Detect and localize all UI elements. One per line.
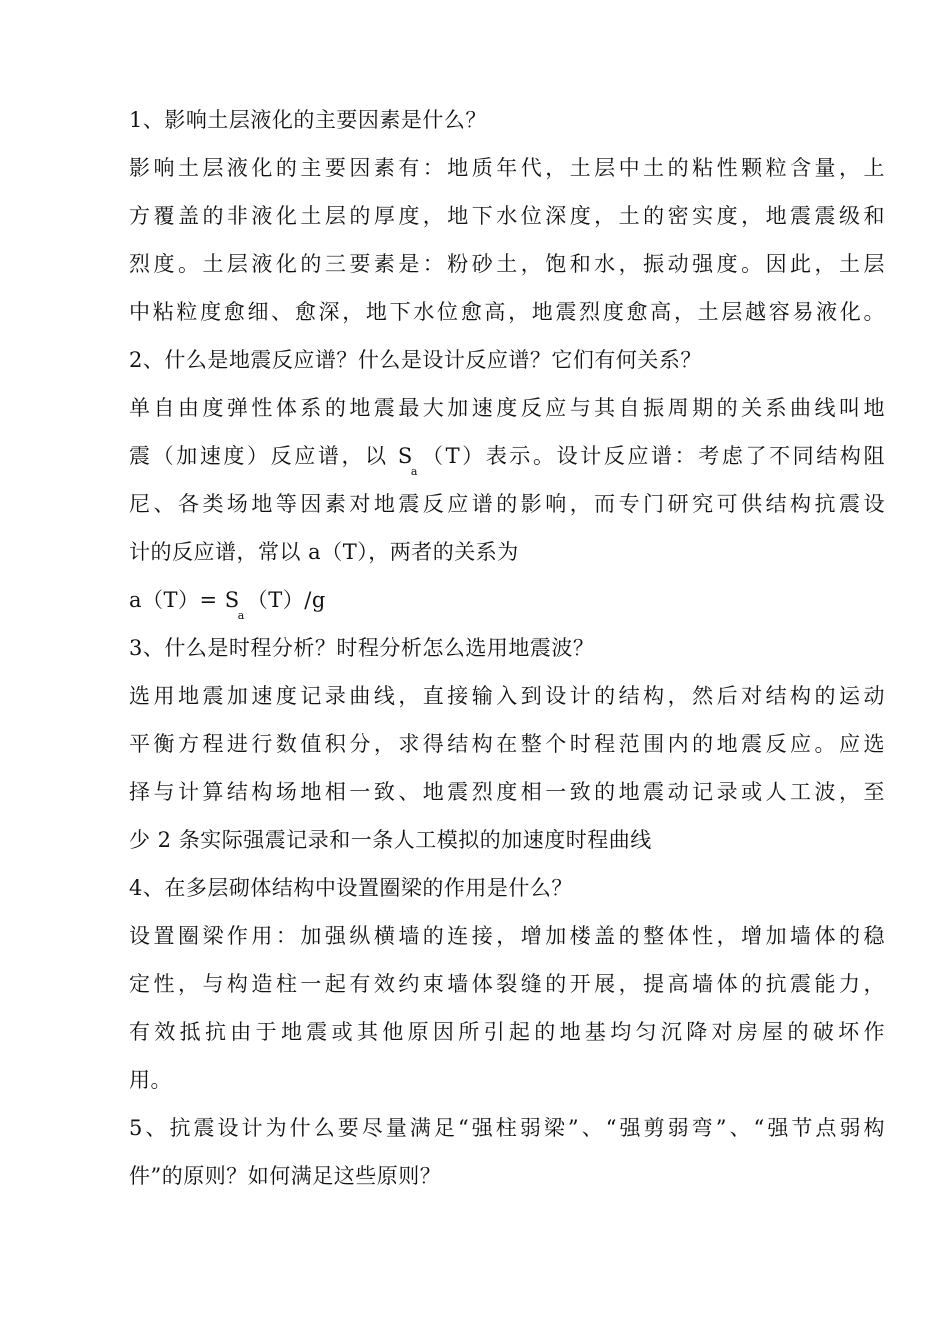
answer-line-with-subscript <box>129 432 885 480</box>
question-title-1: 1、影响土层液化的主要因素是什么？ <box>129 108 487 132</box>
text-segment: 震（加速度）反应谱，以 S <box>129 444 413 468</box>
answer-line: 方覆盖的非液化土层的厚度，地下水位深度，土的密实度，地震震级和 <box>129 204 885 228</box>
formula-segment: a（T）= S <box>129 588 240 612</box>
answer-line: 平衡方程进行数值积分，求得结构在整个时程范围内的地震反应。应选 <box>129 732 885 756</box>
formula-line <box>129 576 885 624</box>
answer-line: 计的反应谱，常以 a（T），两者的关系为 <box>129 540 519 564</box>
answer-line: 尼、各类场地等因素对地震反应谱的影响，而专门研究可供结构抗震设 <box>129 492 885 516</box>
answer-line: 选用地震加速度记录曲线，直接输入到设计的结构，然后对结构的运动 <box>129 684 885 708</box>
answer-line: 单自由度弹性体系的地震最大加速度反应与其自振周期的关系曲线叫地 <box>129 396 885 420</box>
text-segment: （T）表示。设计反应谱：考虑了不同结构阻 <box>419 444 885 468</box>
formula-subscript: a <box>237 609 245 622</box>
question-title-5: 5、抗震设计为什么要尽量满足“强柱弱梁”、“强剪弱弯”、“强节点弱构 <box>129 1116 885 1140</box>
answer-line: 烈度。土层液化的三要素是：粉砂土，饱和水，振动强度。因此，土层 <box>129 252 885 276</box>
question-title-5-cont: 件”的原则？如何满足这些原则？ <box>129 1164 442 1188</box>
question-title-4: 4、在多层砌体结构中设置圈梁的作用是什么？ <box>129 876 573 900</box>
question-title-2: 2、什么是地震反应谱？什么是设计反应谱？它们有何关系？ <box>129 348 702 372</box>
subscript: a <box>410 465 418 478</box>
answer-line: 有效抵抗由于地震或其他原因所引起的地基均匀沉降对房屋的破坏作 <box>129 1020 885 1044</box>
answer-line: 择与计算结构场地相一致、地震烈度相一致的地震动记录或人工波，至 <box>129 780 885 804</box>
answer-line: 中粘粒度愈细、愈深，地下水位愈高，地震烈度愈高，土层越容易液化。 <box>129 300 885 324</box>
document-page <box>129 96 885 1200</box>
answer-line: 少 2 条实际强震记录和一条人工模拟的加速度时程曲线 <box>129 828 652 852</box>
question-title-3: 3、什么是时程分析？时程分析怎么选用地震波？ <box>129 636 595 660</box>
answer-line: 影响土层液化的主要因素有：地质年代，土层中土的粘性颗粒含量，上 <box>129 156 885 180</box>
formula-segment: （T）/g <box>246 588 326 612</box>
answer-line: 设置圈梁作用：加强纵横墙的连接，增加楼盖的整体性，增加墙体的稳 <box>129 924 885 948</box>
answer-line: 用。 <box>129 1068 172 1092</box>
answer-line: 定性，与构造柱一起有效约束墙体裂缝的开展，提高墙体的抗震能力， <box>129 972 885 996</box>
